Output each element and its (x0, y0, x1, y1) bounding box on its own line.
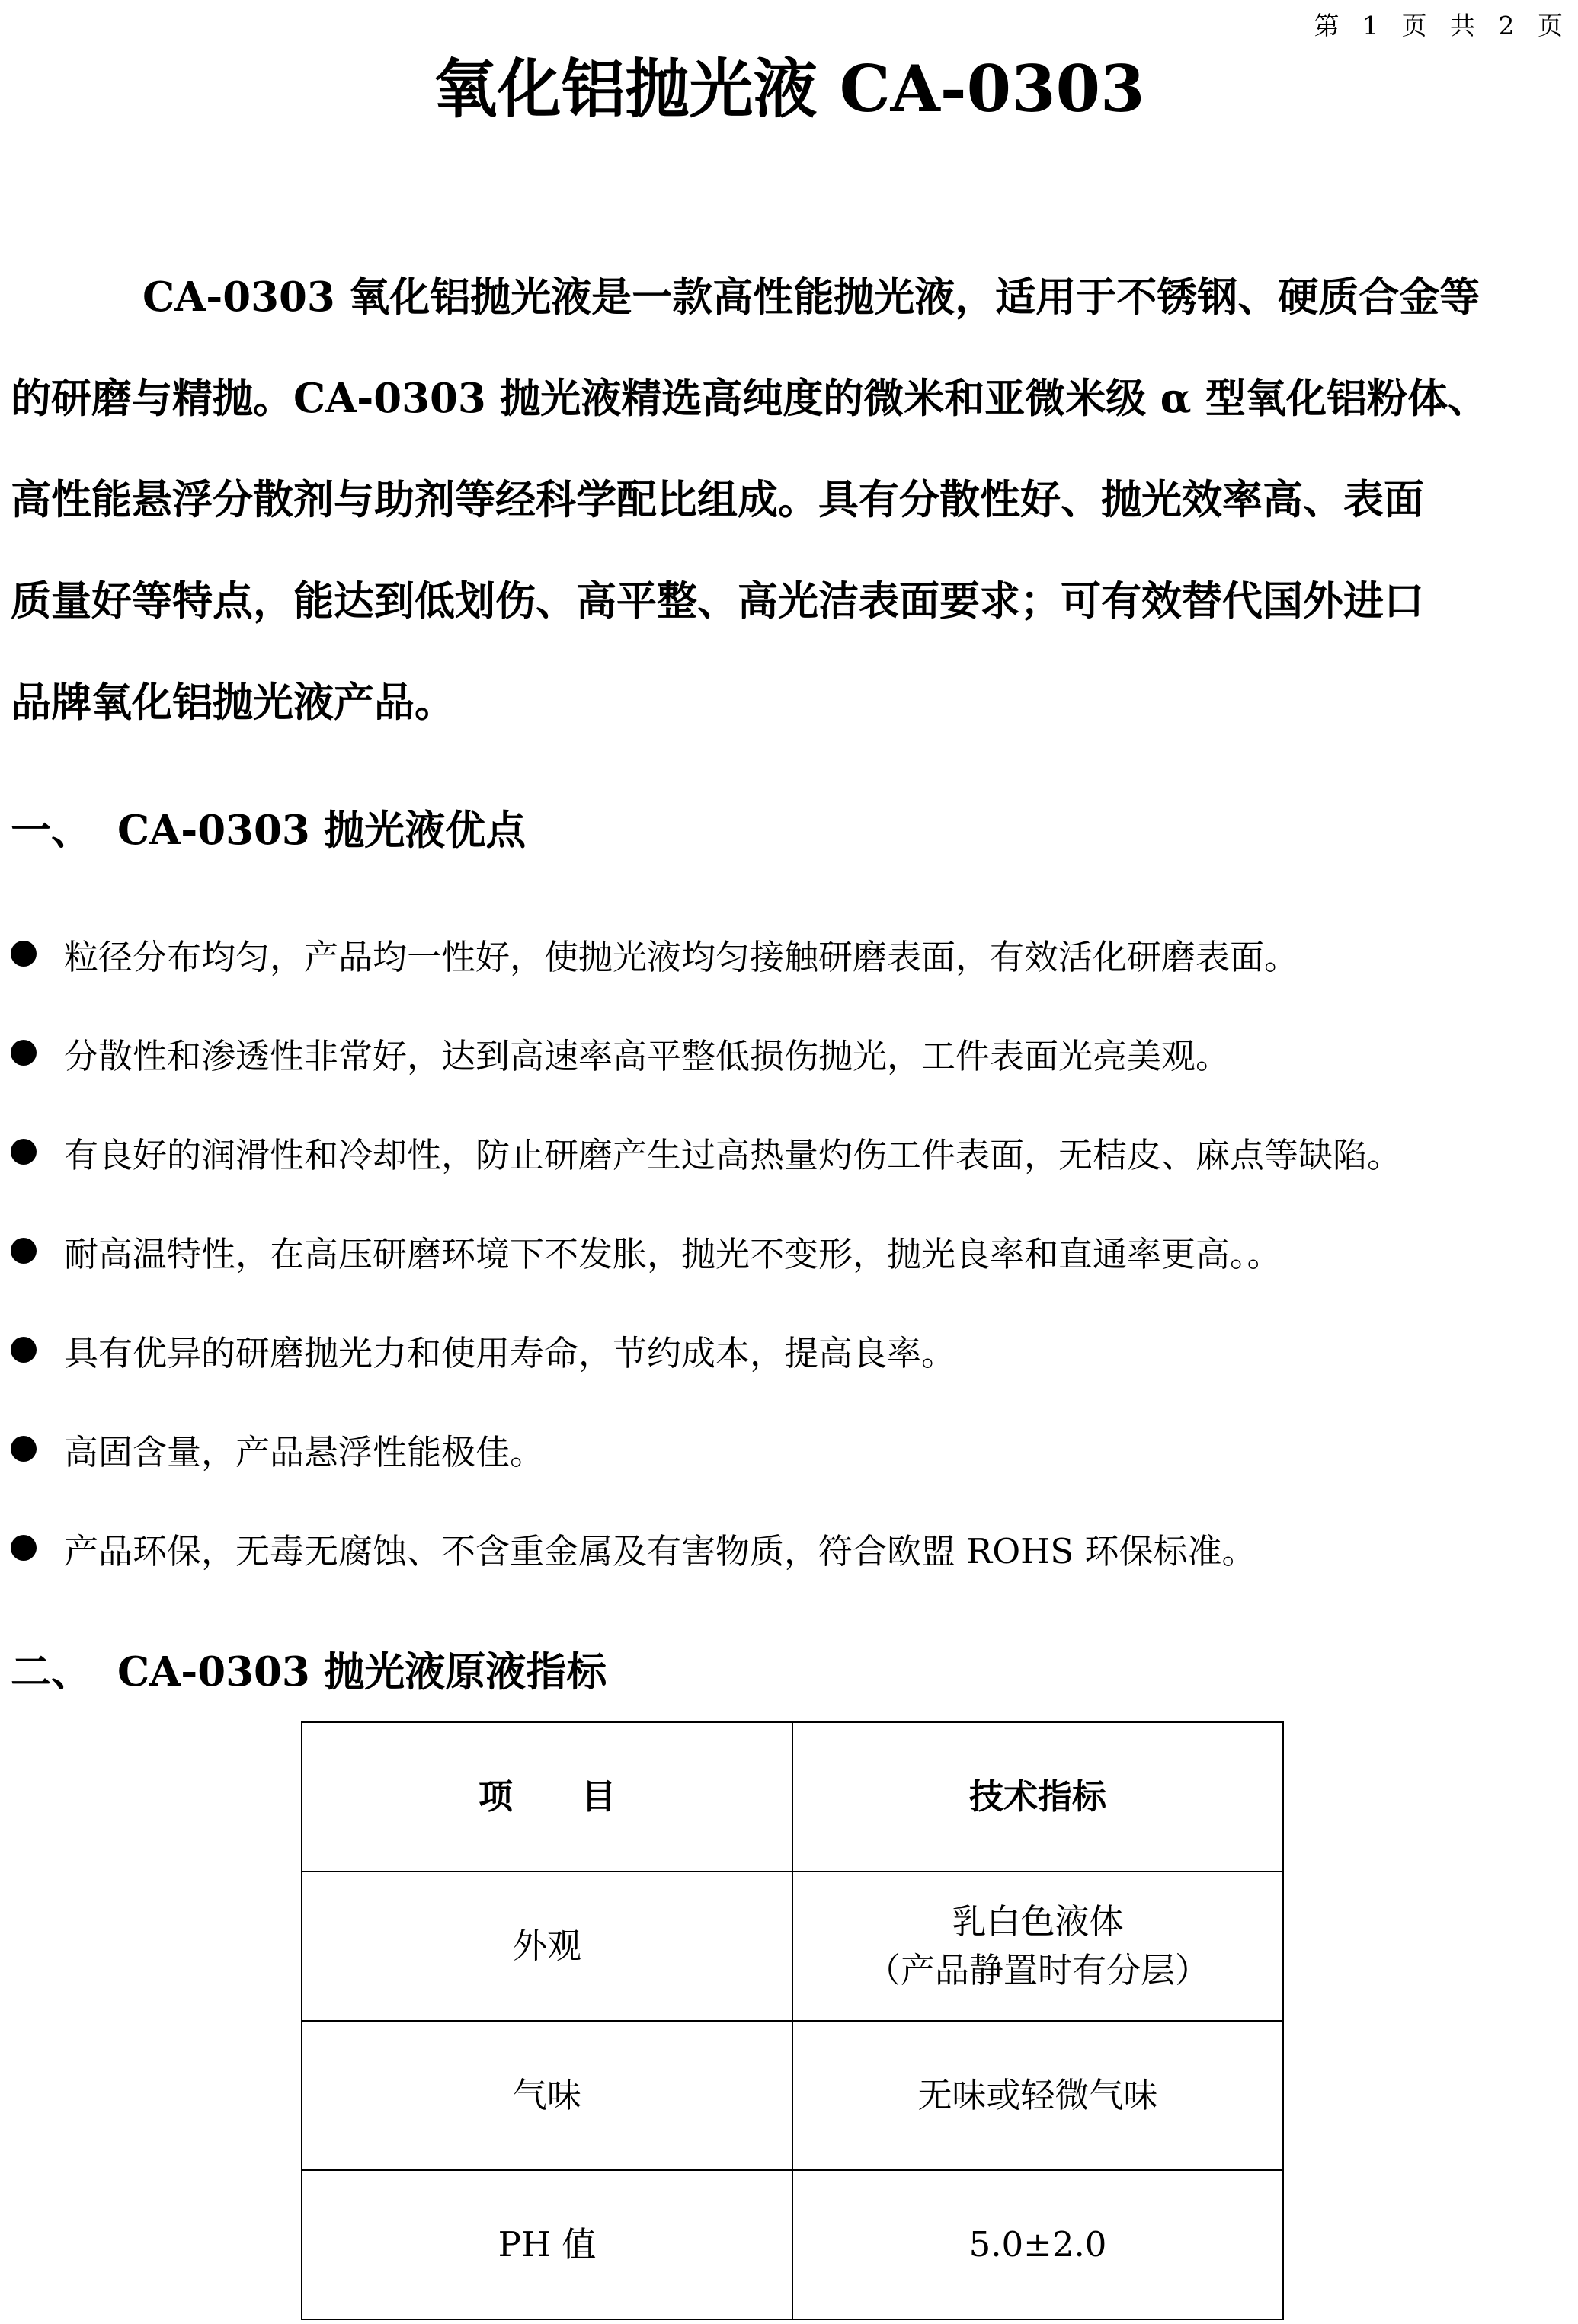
section-heading-specs (11, 1645, 607, 1699)
section-title: CA-0303 抛光液优点 (117, 807, 527, 854)
section-number: 二、 (11, 1648, 91, 1696)
section-heading-advantages (11, 804, 526, 857)
bullet-icon (11, 1436, 37, 1462)
cell-value: 5.0±2.0 (792, 2170, 1283, 2319)
feature-item (11, 931, 1298, 977)
bullet-icon (11, 1040, 37, 1066)
section-title: CA-0303 抛光液原液指标 (117, 1648, 607, 1696)
feature-text: 耐高温特性，在高压研磨环境下不发胀，抛光不变形，抛光良率和直通率更高。。 (64, 1233, 1282, 1274)
feature-text: 有良好的润滑性和冷却性，防止研磨产生过高热量灼伤工件表面，无桔皮、麻点等缺陷。 (64, 1134, 1402, 1175)
feature-text: 高固含量，产品悬浮性能极佳。 (64, 1431, 545, 1472)
column-header-item: 项 目 (302, 1722, 792, 1872)
section-number: 一、 (11, 807, 91, 854)
cell-item: PH 值 (302, 2170, 792, 2319)
cell-value-note: （产品静置时有分层） (866, 1950, 1209, 1990)
feature-item (11, 1426, 544, 1472)
intro-line: CA-0303 氧化铝抛光液是一款高性能抛光液，适用于不锈钢、硬质合金等 (142, 273, 1480, 321)
bullet-icon (11, 1337, 37, 1363)
bullet-icon (11, 1238, 37, 1264)
feature-text: 具有优异的研磨抛光力和使用寿命，节约成本，提高良率。 (64, 1332, 956, 1373)
table-header-row (302, 1722, 1283, 1872)
cell-value-main: 乳白色液体 (952, 1901, 1124, 1942)
document-title: 氧化铝抛光液 CA-0303 (433, 51, 1145, 126)
feature-item (11, 1327, 955, 1373)
spec-table (301, 1721, 1284, 2320)
feature-item (11, 1030, 1230, 1076)
feature-text: 产品环保，无毒无腐蚀、不含重金属及有害物质，符合欧盟 ROHS 环保标准。 (64, 1530, 1256, 1571)
feature-item (11, 1129, 1401, 1175)
page-number: 第 1 页 共 2 页 (1314, 11, 1570, 40)
table-row (302, 1872, 1283, 2021)
feature-text: 分散性和渗透性非常好，达到高速率高平整低损伤抛光，工件表面光亮美观。 (64, 1035, 1231, 1076)
bullet-icon (11, 1139, 37, 1165)
table-row (302, 2170, 1283, 2319)
cell-item: 气味 (302, 2021, 792, 2170)
cell-item: 外观 (302, 1872, 792, 2021)
intro-line: 品牌氧化铝抛光液产品。 (11, 679, 455, 726)
feature-item (11, 1228, 1282, 1274)
feature-item (11, 1525, 1256, 1571)
intro-paragraph (11, 247, 1573, 753)
cell-value (792, 1872, 1283, 2021)
intro-line: 的研磨与精抛。CA-0303 抛光液精选高纯度的微米和亚微米级 α 型氧化铝粉体、 (11, 375, 1488, 422)
bullet-icon (11, 941, 37, 967)
cell-value: 无味或轻微气味 (792, 2021, 1283, 2170)
intro-line: 质量好等特点，能达到低划伤、高平整、高光洁表面要求；可有效替代国外进口 (11, 577, 1424, 625)
bullet-icon (11, 1535, 37, 1561)
table-row (302, 2021, 1283, 2170)
feature-text: 粒径分布均匀，产品均一性好，使抛光液均匀接触研磨表面，有效活化研磨表面。 (64, 936, 1299, 977)
column-header-spec: 技术指标 (792, 1722, 1283, 1872)
intro-line: 高性能悬浮分散剂与助剂等经科学配比组成。具有分散性好、抛光效率高、表面 (11, 476, 1424, 523)
